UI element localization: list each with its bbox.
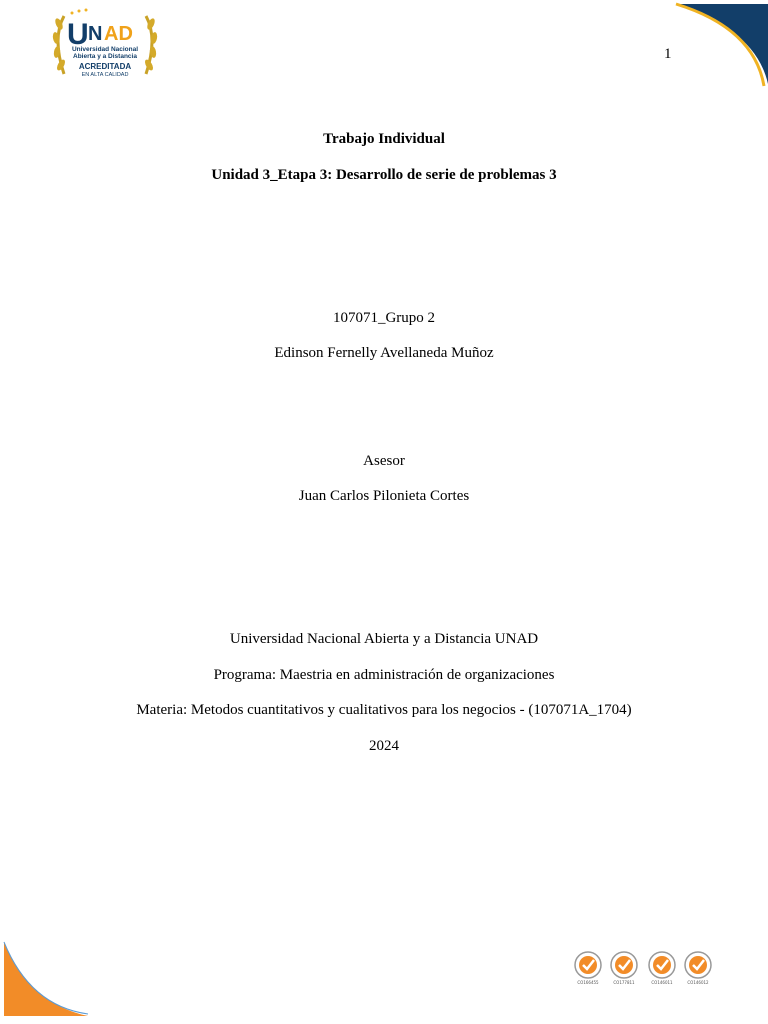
certification-badge-icon: [572, 950, 604, 980]
certification-code: CO177811: [613, 980, 635, 985]
certification-seals: [568, 950, 718, 1000]
svg-text:U: U: [67, 18, 89, 51]
corner-decoration-top: [668, 0, 768, 90]
certification-badge-icon: [646, 950, 678, 980]
group-id: 107071_Grupo 2: [332, 310, 436, 326]
certification-code: CO146011: [651, 980, 673, 985]
program: Programa: Maestria en administración de organizaciones: [213, 667, 555, 683]
logo-accreditation: ACREDITADA: [78, 62, 132, 71]
certification-seal: [682, 950, 714, 998]
certification-seal: [608, 950, 640, 998]
logo-line2: Abierta y a Distancia: [73, 53, 137, 60]
certification-badge-icon: [608, 950, 640, 980]
page-number: 1: [664, 46, 672, 62]
year: 2024: [369, 738, 399, 754]
unad-logo: [50, 8, 160, 82]
certification-badge-icon: [682, 950, 714, 980]
certification-code: CO146012: [687, 980, 709, 985]
logo-line1: Universidad Nacional: [71, 46, 139, 53]
certification-seal: [572, 950, 604, 998]
logo-accreditation-sub: EN ALTA CALIDAD: [81, 72, 129, 78]
certification-seal: [646, 950, 678, 998]
author-name: Edinson Fernelly Avellaneda Muñoz: [274, 345, 494, 361]
advisor-name: Juan Carlos Pilonieta Cortes: [298, 488, 470, 504]
document-subtitle: Unidad 3_Etapa 3: Desarrollo de serie de problemas 3: [211, 167, 557, 183]
certification-code: CO166455: [577, 980, 599, 985]
svg-text:AD: AD: [104, 23, 133, 45]
course: Materia: Metodos cuantitativos y cualitativos para los negocios - (107071A_1704): [136, 702, 632, 718]
advisor-label: Asesor: [363, 453, 405, 469]
svg-text:N: N: [88, 23, 103, 45]
corner-decoration-bottom: [0, 934, 92, 1024]
university-name: Universidad Nacional Abierta y a Distancia UNAD: [229, 631, 539, 647]
document-title: Trabajo Individual: [323, 131, 445, 147]
